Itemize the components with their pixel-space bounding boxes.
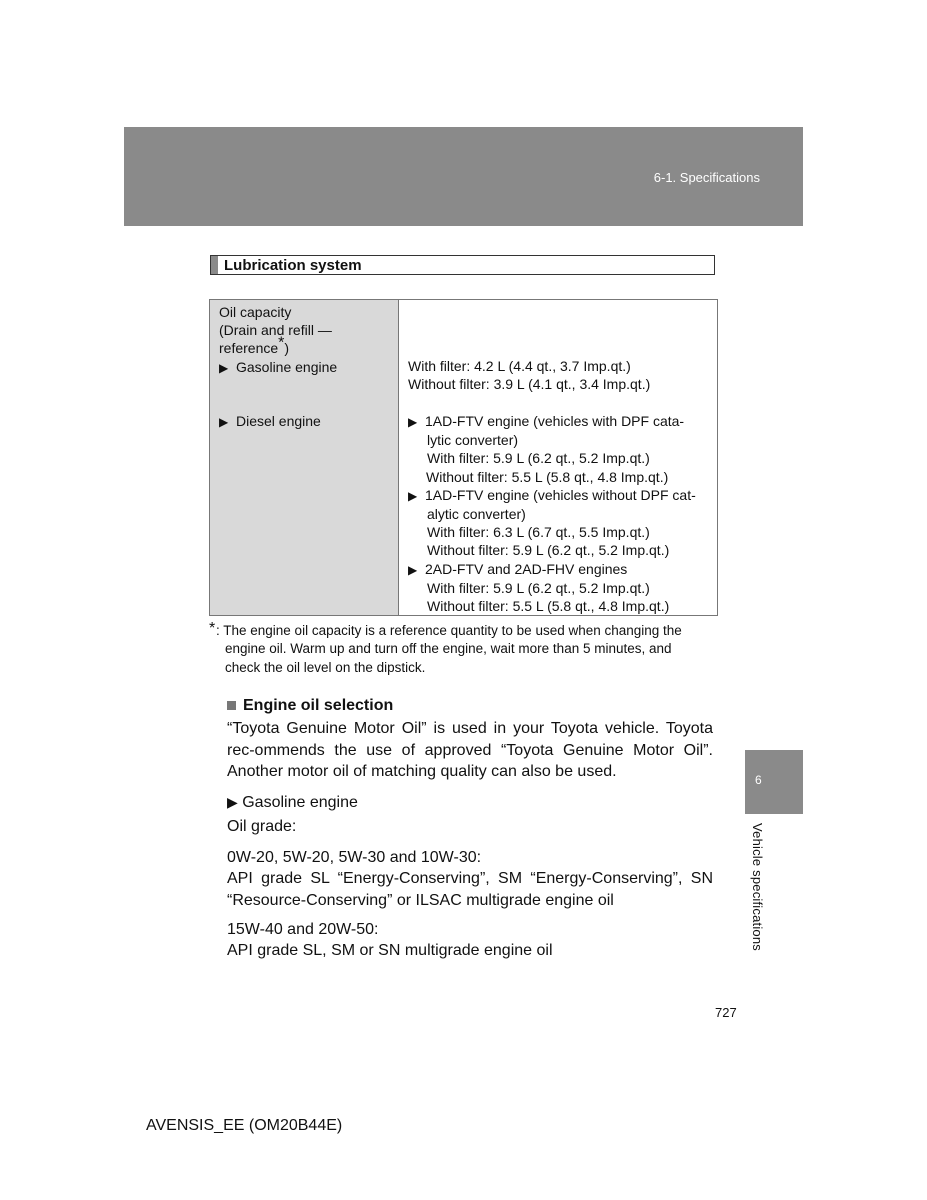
diesel-3-title: ▶ 2AD-FTV and 2AD-FHV engines: [408, 560, 696, 579]
gasoline-capacity: [408, 357, 650, 393]
footnote: [209, 622, 713, 677]
arrow-icon: ▶: [219, 415, 229, 429]
header-band: [124, 127, 803, 226]
oil-capacity-label: Oil capacity: [219, 304, 292, 320]
chapter-tab: [745, 750, 803, 814]
engine-oil-selection-heading: Engine oil selection: [227, 695, 713, 717]
grade-1-viscosity: 0W-20, 5W-20, 5W-30 and 10W-30:: [227, 849, 482, 866]
arrow-icon: ▶: [219, 360, 229, 375]
diesel-2-without-filter: Without filter: 5.9 L (6.2 qt., 5.2 Imp.qt.): [427, 542, 670, 559]
diesel-2-title-cont: alytic converter): [427, 506, 526, 523]
diesel-3-with-filter: With filter: 5.9 L (6.2 qt., 5.2 Imp.qt.): [427, 579, 650, 596]
gasoline-without-filter: Without filter: 3.9 L (4.1 qt., 3.4 Imp.qt.): [408, 376, 651, 393]
diesel-3-without-filter: Without filter: 5.5 L (5.8 qt., 4.8 Imp.qt.): [427, 598, 670, 615]
page-number: 727: [715, 1005, 737, 1020]
arrow-icon: ▶: [408, 415, 418, 429]
square-bullet-icon: [227, 701, 236, 710]
section-heading: [210, 255, 715, 275]
diesel-1-title-cont: lytic converter): [427, 432, 519, 449]
gasoline-engine-subhead: ▶ Gasoline engine: [227, 794, 358, 811]
reference-star: *: [278, 334, 285, 352]
table-left-labels: [219, 303, 337, 377]
header-section-title: 6-1. Specifications: [653, 170, 760, 185]
arrow-icon: ▶: [408, 562, 418, 577]
diesel-2-with-filter: With filter: 6.3 L (6.7 qt., 5.5 Imp.qt.): [427, 524, 650, 541]
section-heading-label: Lubrication system: [224, 257, 362, 274]
footnote-star: *: [209, 620, 216, 637]
grade-1-spec: API grade SL “Energy-Conserving”, SM “Energy-Conserving”, SN “Resource-Conserving” or ILSAC multigrade engine oil: [227, 870, 713, 909]
oil-selection-intro: “Toyota Genuine Motor Oil” is used in your Toyota vehicle. Toyota rec-ommends the use of approved “Toyota Genuine Motor Oil”. Another motor oil of matching quality can also be used.: [227, 720, 713, 780]
diesel-capacity: [408, 412, 696, 615]
section-heading-bar: [211, 256, 218, 274]
chapter-title: Vehicle specifications: [750, 823, 765, 951]
footnote-line-3: check the oil level on the dipstick.: [225, 659, 426, 675]
diesel-engine-label: ▶ Diesel engine: [219, 412, 321, 431]
footnote-line-1: : The engine oil capacity is a reference quantity to be used when changing the: [216, 623, 682, 638]
footnote-line-2: engine oil. Warm up and turn off the engine, wait more than 5 minutes, and: [225, 641, 672, 657]
diesel-1-title: ▶ 1AD-FTV engine (vehicles with DPF cata-: [408, 412, 696, 431]
chapter-number: 6: [755, 773, 762, 787]
diesel-2-title: ▶ 1AD-FTV engine (vehicles without DPF cat-: [408, 486, 696, 505]
grade-2-viscosity: 15W-40 and 20W-50:: [227, 921, 379, 938]
drain-refill-label: (Drain and refill —: [219, 322, 332, 339]
diesel-1-without-filter: Without filter: 5.5 L (5.8 qt., 4.8 Imp.qt.): [426, 468, 669, 485]
manual-code: AVENSIS_EE (OM20B44E): [146, 1117, 343, 1134]
arrow-icon: ▶: [227, 794, 238, 810]
gasoline-engine-label: ▶ Gasoline engine: [219, 358, 337, 377]
grade-2-spec: API grade SL, SM or SN multigrade engine oil: [227, 942, 553, 959]
oil-grade-label: Oil grade:: [227, 818, 297, 835]
reference-label: reference*): [219, 334, 290, 357]
diesel-1-with-filter: With filter: 5.9 L (6.2 qt., 5.2 Imp.qt.): [427, 450, 650, 467]
arrow-icon: ▶: [408, 488, 418, 503]
gasoline-with-filter: With filter: 4.2 L (4.4 qt., 3.7 Imp.qt.): [408, 358, 631, 374]
oil-capacity-table: [209, 299, 718, 616]
